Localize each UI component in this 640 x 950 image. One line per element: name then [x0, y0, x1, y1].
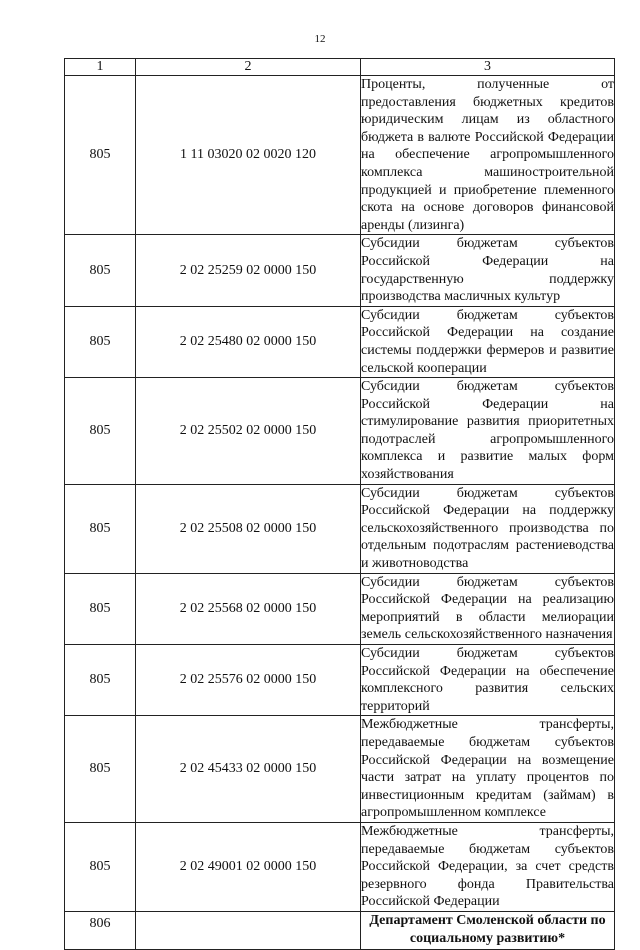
revenue-name-cell: Проценты, полученные от предоставления бюджетных кредитов юридическим лицам из областного бюджета в валюте Российской Федерации на обеспечение агропромышленного комплекса машиностроительной продукцией и приобретение племенного скота на основе договоров финансовой аренды (лизинга): [361, 76, 615, 235]
revenue-name-cell: Субсидии бюджетам субъектов Российской Федерации на поддержку сельскохозяйственного производства по отдельным подотраслям растениеводства и животноводства: [361, 484, 615, 573]
admin-code-cell: 806: [65, 911, 136, 949]
revenue-code-cell: 2 02 25259 02 0000 150: [136, 235, 361, 306]
admin-code-cell: 805: [65, 306, 136, 377]
admin-code-cell: 805: [65, 235, 136, 306]
admin-code-cell: 805: [65, 822, 136, 911]
revenue-code-cell: 2 02 25576 02 0000 150: [136, 645, 361, 716]
admin-code-cell: 805: [65, 645, 136, 716]
table-row: [65, 306, 615, 377]
table-row: [65, 573, 615, 644]
header-col-1: 1: [65, 59, 136, 76]
revenue-name-cell: Субсидии бюджетам субъектов Российской Федерации на стимулирование развития приоритетных подотраслей агропромышленного комплекса и развитие малых форм хозяйствования: [361, 378, 615, 485]
table-row: [65, 235, 615, 306]
revenue-name-cell: Субсидии бюджетам субъектов Российской Федерации на государственную поддержку производства масличных культур: [361, 235, 615, 306]
table-row: [65, 645, 615, 716]
revenue-code-cell: 2 02 49001 02 0000 150: [136, 822, 361, 911]
table-row: [65, 911, 615, 949]
header-col-2: 2: [136, 59, 361, 76]
admin-code-cell: 805: [65, 484, 136, 573]
table-row: [65, 484, 615, 573]
revenue-name-cell: Субсидии бюджетам субъектов Российской Федерации на реализацию мероприятий в области мелиорации земель сельскохозяйственного назначения: [361, 573, 615, 644]
admin-code-cell: 805: [65, 76, 136, 235]
admin-code-cell: 805: [65, 378, 136, 485]
revenue-code-cell: 2 02 25568 02 0000 150: [136, 573, 361, 644]
table-row: [65, 378, 615, 485]
revenue-name-cell: Межбюджетные трансферты, передаваемые бюджетам субъектов Российской Федерации на возмещение части затрат на уплату процентов по инвестиционным кредитам (займам) в агропромышленном комплексе: [361, 716, 615, 823]
revenue-code-cell: 2 02 25480 02 0000 150: [136, 306, 361, 377]
table-row: [65, 76, 615, 235]
admin-code-cell: 805: [65, 573, 136, 644]
revenue-code-cell: [136, 911, 361, 949]
header-col-3: 3: [361, 59, 615, 76]
admin-code-cell: 805: [65, 716, 136, 823]
table-row: [65, 716, 615, 823]
budget-revenue-table: [64, 58, 615, 950]
table-row: [65, 822, 615, 911]
revenue-name-cell: Субсидии бюджетам субъектов Российской Федерации на создание системы поддержки фермеров и развитие сельской кооперации: [361, 306, 615, 377]
revenue-code-cell: 2 02 25502 02 0000 150: [136, 378, 361, 485]
table-header-row: [65, 59, 615, 76]
revenue-code-cell: 2 02 25508 02 0000 150: [136, 484, 361, 573]
revenue-code-cell: 1 11 03020 02 0020 120: [136, 76, 361, 235]
department-name-cell: Департамент Смоленской области по социальному развитию*: [361, 911, 615, 949]
page-number: 12: [314, 33, 326, 45]
revenue-name-cell: Субсидии бюджетам субъектов Российской Федерации на обеспечение комплексного развития сельских территорий: [361, 645, 615, 716]
revenue-name-cell: Межбюджетные трансферты, передаваемые бюджетам субъектов Российской Федерации, за счет средств резервного фонда Правительства Российской Федерации: [361, 822, 615, 911]
revenue-code-cell: 2 02 45433 02 0000 150: [136, 716, 361, 823]
